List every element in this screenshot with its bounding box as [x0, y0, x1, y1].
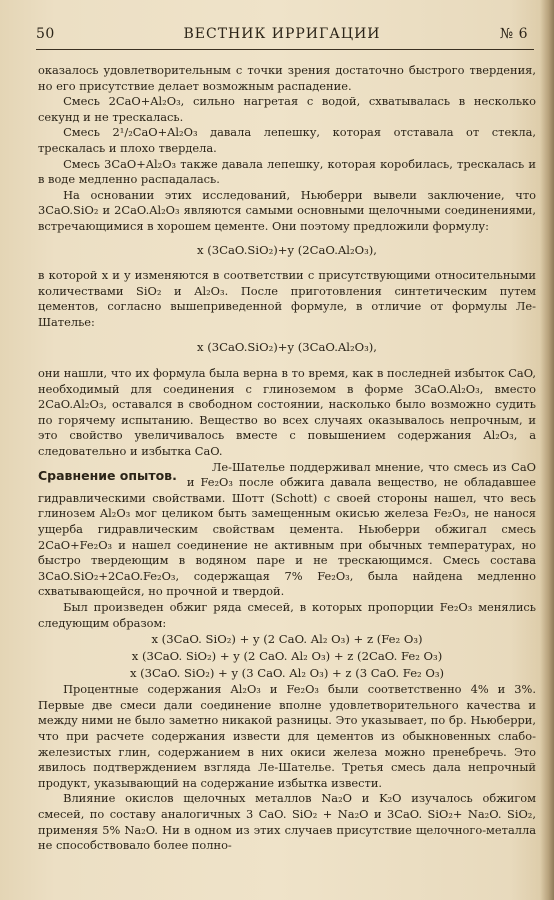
formula-list-item: x (3CaO. SiO₂) + y (2 CaO. Al₂ O₃) + z (Fe₂ O₃) — [151, 632, 423, 647]
comparison-section — [38, 460, 536, 600]
formula-list-item: x (3CaO. SiO₂) + y (3 CaO. Al₂ O₃) + z (3 CaO. Fe₂ O₃) — [129, 666, 445, 681]
paragraph: Процентные содержания Al₂O₃ и Fe₂O₃ были соответственно 4% и 3%. Первые две смеси дали соединение вполне удовлетворительного качества и между ними не было заметно никакой разницы. Это указывает, по бр. Ньюберри, что при расчете содержания извести для цементов из обыкновенных слабо-железистых глин, содержанием в них окиси железа можно пренебречь. Это явилось подтверждением взгляда Ле-Шателье. Третья смесь дала непрочный продукт, указывающий на содержание избытка извести. — [38, 682, 536, 790]
formula-list-item: x (3CaO. SiO₂) + y (2 CaO. Al₂ O₃) + z (2CaO. Fe₂ O₃) — [131, 649, 443, 664]
formula-list — [38, 631, 536, 682]
page-number: 50 — [36, 26, 55, 42]
formula-newberry: x (3CaO.SiO₂)+y (2CaO.Al₂O₃), — [197, 242, 377, 257]
paragraph: Смесь 2CaO+Al₂O₃, сильно нагретая с водой, схватывалась в несколько секунд и не трескалась. — [38, 94, 536, 124]
page-edge-shadow — [540, 0, 554, 900]
formula-le-chatelier: x (3CaO.SiO₂)+y (3CaO.Al₂O₃), — [197, 339, 377, 354]
paragraph: оказалось удовлетворительным с точки зрения достаточно быстрого твердения, но его присутствие делает возможным распадение. — [38, 63, 536, 93]
issue-number: № 6 — [499, 26, 528, 42]
paragraph: Ле-Шателье поддерживал мнение, что смесь из CaO и Fe₂O₃ после обжига давала вещество, не обладавшее гидравлическими свойствами. Шотт (Schott) с своей стороны нашел, что весь глинозем Al₂O₃ мог целиком быть замещенным окисью железа Fe₂O₃, не нанося ущерба гидравлическим свойствам цемента. Ньюберри обжигал смесь 2CaO+Fe₂O₃ и нашел соединение не активным при обычных температурах, но быстро твердеющим в водяном паре и не трескающимся. Смесь состава 3CaO.SiO₂+2CaO.Fe₂O₃, содержащая 7% Fe₂O₃, была найдена медленно схватывающейся, но прочной и твердой. — [38, 459, 536, 599]
paragraph: Смесь 2¹/₂CaO+Al₂O₃ давала лепешку, которая отставала от стекла, трескалась и плохо твердела. — [38, 125, 536, 155]
paragraph: Был произведен обжиг ряда смесей, в которых пропорции Fe₂O₃ менялись следующим образом: — [38, 600, 536, 630]
article-body — [38, 63, 536, 854]
paragraph: в которой x и y изменяются в соответствии с присутствующими относительными количествами SiO₂ и Al₂O₃. После приготовления синтетическим путем цементов, согласно вышеприведенной формуле, в отличие от формулы Ле-Шателье: — [38, 268, 536, 329]
header-rule — [36, 49, 534, 50]
paragraph: На основании этих исследований, Ньюберри вывели заключение, что 3CaO.SiO₂ и 2CaO.Al₂O₃ являются самыми основными щелочными соединениями, встречающимися в хорошем цементе. Они поэтому предложили формулу: — [38, 187, 536, 233]
side-heading: Сравнение опытов. — [38, 467, 177, 483]
page-header — [36, 26, 528, 48]
journal-title: ВЕСТНИК ИРРИГАЦИИ — [183, 26, 381, 42]
paragraph: они нашли, что их формула была верна в то время, как в последней избыток CaO, необходимый для соединения с глиноземом в форме 3CaO.Al₂O₃, вместо 2CaO.Al₂O₃, оставался в свободном состоянии, насколько было возможно судить по горячему испытанию. Вещество во всех случаях оказывалось непрочным, и это свойство увеличивалось вместе с повышением содержания Al₂O₃, а следовательно и избытка CaO. — [38, 366, 536, 459]
paragraph: Смесь 3CaO+Al₂O₃ также давала лепешку, которая коробилась, трескалась и в воде медленно распадалась. — [38, 156, 536, 187]
paragraph: Влияние окислов щелочных металлов Na₂O и K₂O изучалось обжигом смесей, по составу аналогичных 3 CaO. SiO₂ + Na₂O и 3CaO. SiO₂+ Na₂O. SiO₂, применяя 5% Na₂O. Ни в одном из этих случаев присутствие щелочного-металла не способствовало более полно- — [38, 791, 536, 853]
